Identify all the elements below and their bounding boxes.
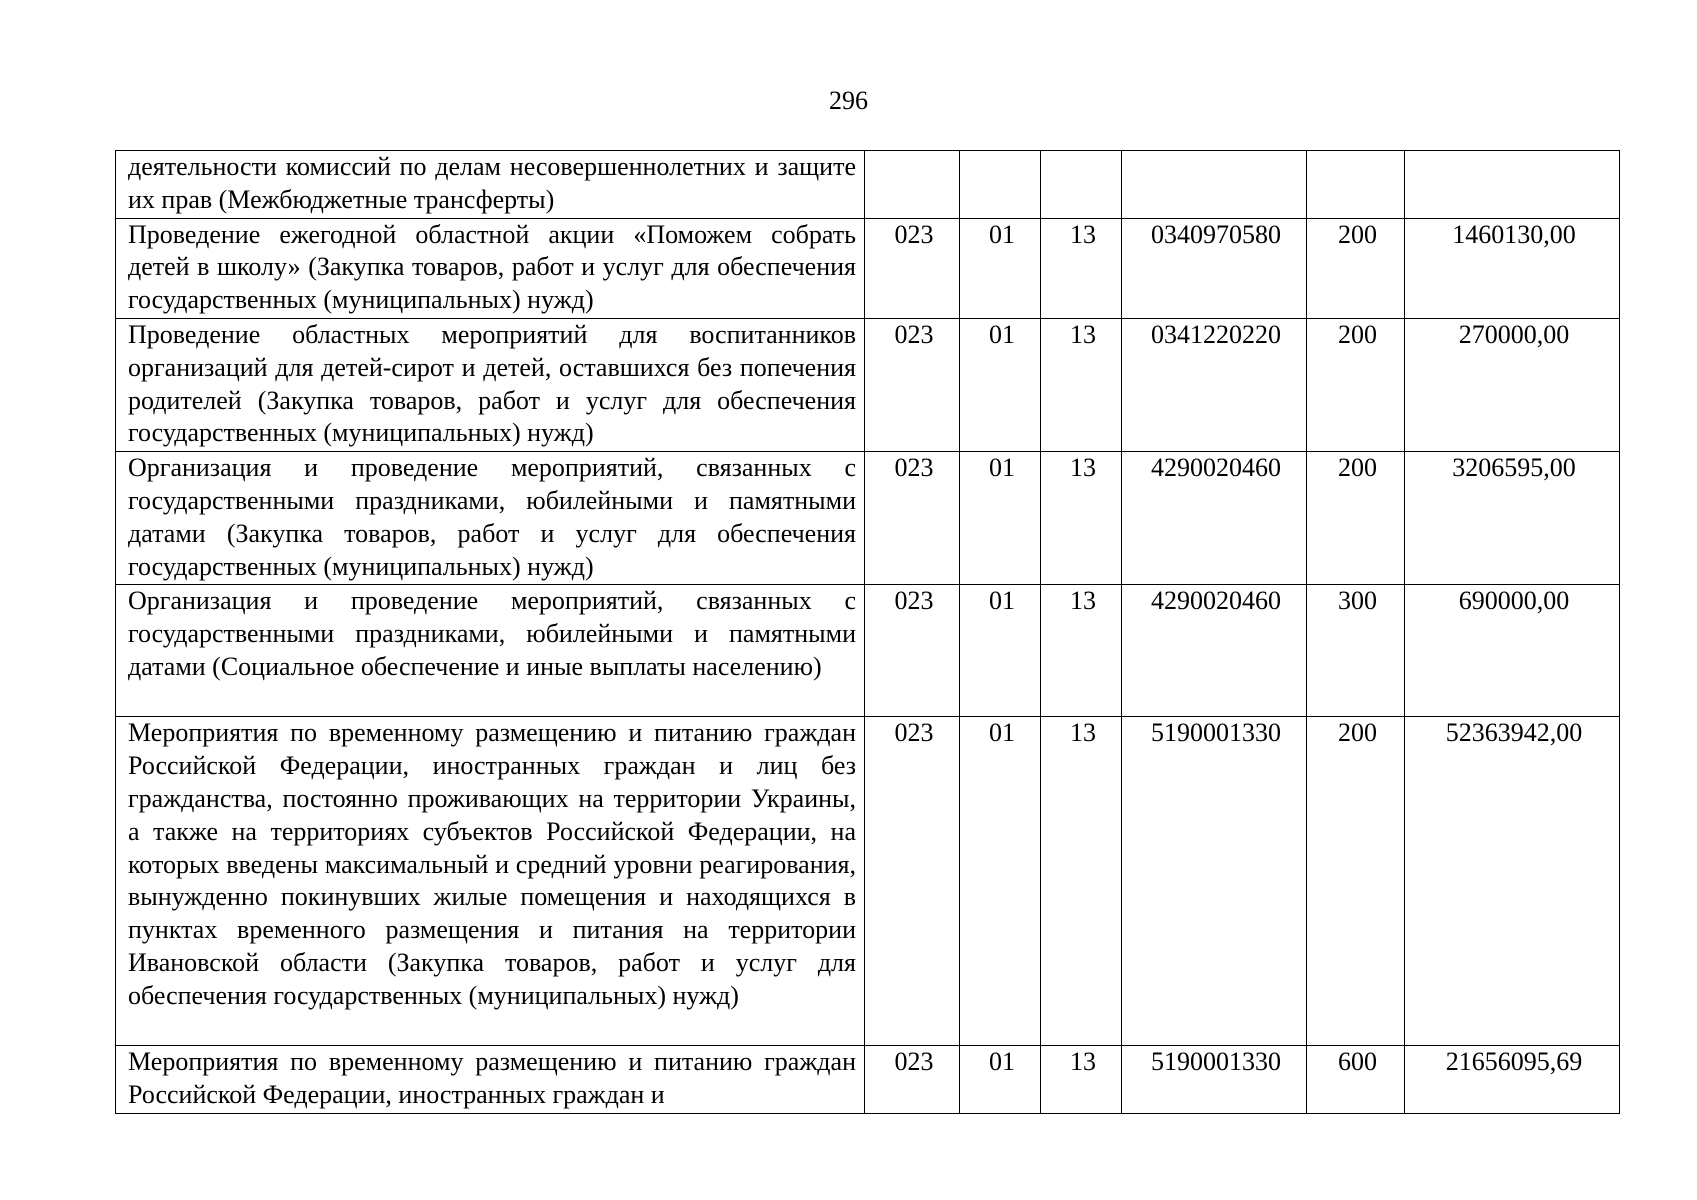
expense-type-code: 200 — [1307, 717, 1405, 1046]
row-description: Организация и проведение мероприятий, связанных с государственными праздниками, юбилейными и памятными датами (Закупка товаров, работ и услуг для обеспечения государственных (муниципальных) нужд) — [116, 452, 865, 585]
subsection-code: 13 — [1041, 1046, 1122, 1114]
row-description: Мероприятия по временному размещению и питанию граждан Российской Федерации, иностранных граждан и лиц без гражданства, постоянно проживающих на территории Украины, а также на территориях субъектов Российской Федерации, на которых введены максимальный и средний уровни реагирования, вынужденно покинувших жилые помещения и находящихся в пунктах временного размещения и питания на территории Ивановской области (Закупка товаров, работ и услуг для обеспечения государственных (муниципальных) нужд) — [116, 717, 865, 1046]
table-row — [116, 318, 1620, 451]
subsection-code: 13 — [1041, 452, 1122, 585]
target-article-code: 4290020460 — [1122, 452, 1307, 585]
expense-type-code: 600 — [1307, 1046, 1405, 1114]
expense-type-code — [1307, 151, 1405, 219]
ministry-code: 023 — [865, 717, 960, 1046]
ministry-code: 023 — [865, 452, 960, 585]
ministry-code: 023 — [865, 1046, 960, 1114]
section-code — [960, 151, 1041, 219]
amount-value: 21656095,69 — [1405, 1046, 1620, 1114]
row-description: Проведение областных мероприятий для воспитанников организаций для детей-сирот и детей, оставшихся без попечения родителей (Закупка товаров, работ и услуг для обеспечения государственных (муниципальных) нужд) — [116, 318, 865, 451]
section-code: 01 — [960, 452, 1041, 585]
ministry-code: 023 — [865, 585, 960, 717]
amount-value: 1460130,00 — [1405, 218, 1620, 318]
row-description: Мероприятия по временному размещению и питанию граждан Российской Федерации, иностранных граждан и — [116, 1046, 865, 1114]
ministry-code — [865, 151, 960, 219]
subsection-code: 13 — [1041, 717, 1122, 1046]
expense-type-code: 200 — [1307, 452, 1405, 585]
target-article-code: 5190001330 — [1122, 1046, 1307, 1114]
section-code: 01 — [960, 1046, 1041, 1114]
expense-type-code: 200 — [1307, 218, 1405, 318]
target-article-code: 4290020460 — [1122, 585, 1307, 717]
page-number: 296 — [829, 86, 868, 115]
target-article-code: 0341220220 — [1122, 318, 1307, 451]
section-code: 01 — [960, 218, 1041, 318]
row-description: Проведение ежегодной областной акции «Поможем собрать детей в школу» (Закупка товаров, работ и услуг для обеспечения государственных (муниципальных) нужд) — [116, 218, 865, 318]
subsection-code: 13 — [1041, 585, 1122, 717]
section-code: 01 — [960, 585, 1041, 717]
amount-value: 3206595,00 — [1405, 452, 1620, 585]
subsection-code: 13 — [1041, 218, 1122, 318]
table-row — [116, 151, 1620, 219]
section-code: 01 — [960, 318, 1041, 451]
section-code: 01 — [960, 717, 1041, 1046]
ministry-code: 023 — [865, 318, 960, 451]
target-article-code — [1122, 151, 1307, 219]
target-article-code: 5190001330 — [1122, 717, 1307, 1046]
table-row — [116, 1046, 1620, 1114]
budget-table — [115, 150, 1620, 1114]
expense-type-code: 200 — [1307, 318, 1405, 451]
subsection-code: 13 — [1041, 318, 1122, 451]
table-row — [116, 585, 1620, 717]
table-row — [116, 218, 1620, 318]
amount-value — [1405, 151, 1620, 219]
subsection-code — [1041, 151, 1122, 219]
expense-type-code: 300 — [1307, 585, 1405, 717]
row-description: Организация и проведение мероприятий, связанных с государственными праздниками, юбилейными и памятными датами (Социальное обеспечение и иные выплаты населению) — [116, 585, 865, 717]
row-description: деятельности комиссий по делам несовершеннолетних и защите их прав (Межбюджетные трансферты) — [116, 151, 865, 219]
amount-value: 270000,00 — [1405, 318, 1620, 451]
amount-value: 690000,00 — [1405, 585, 1620, 717]
amount-value: 52363942,00 — [1405, 717, 1620, 1046]
target-article-code: 0340970580 — [1122, 218, 1307, 318]
table-row — [116, 717, 1620, 1046]
table-row — [116, 452, 1620, 585]
ministry-code: 023 — [865, 218, 960, 318]
